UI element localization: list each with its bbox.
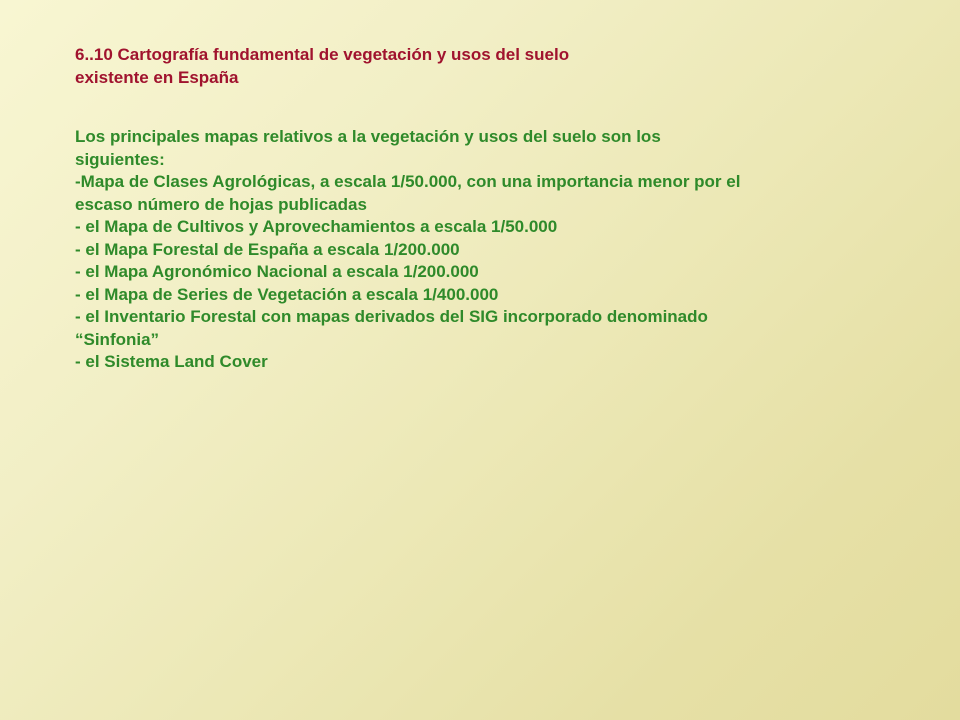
body-line: Los principales mapas relativos a la vegetación y usos del suelo son los (75, 127, 661, 146)
slide-title-line: existente en España (75, 68, 239, 87)
body-line: - el Mapa Forestal de España a escala 1/200.000 (75, 239, 460, 259)
body-line: -Mapa de Clases Agrológicas, a escala 1/50.000, con una importancia menor por el (75, 172, 741, 191)
body-line: “Sinfonia” (75, 329, 160, 349)
slide-body-text (75, 126, 935, 374)
body-line: - el Inventario Forestal con mapas derivados del SIG incorporado denominado (75, 307, 708, 326)
body-line: siguientes: (75, 149, 165, 169)
slide-title-line: 6..10 Cartografía fundamental de vegetación y usos del suelo (75, 45, 570, 64)
body-line: escaso número de hojas publicadas (75, 194, 367, 214)
slide-title (75, 43, 935, 89)
body-line: - el Sistema Land Cover (75, 352, 268, 371)
body-line: - el Mapa de Series de Vegetación a escala 1/400.000 (75, 284, 499, 304)
body-line: - el Mapa de Cultivos y Aprovechamientos a escala 1/50.000 (75, 217, 558, 236)
body-line: - el Mapa Agronómico Nacional a escala 1/200.000 (75, 262, 479, 281)
